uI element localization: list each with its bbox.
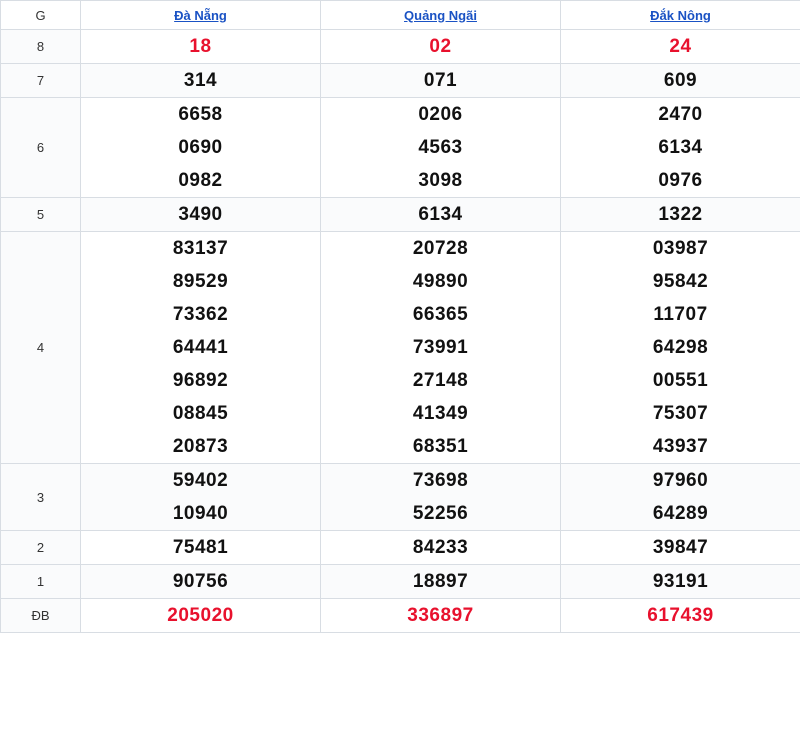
result-number: 89529: [172, 271, 229, 292]
table-body: [1, 30, 800, 633]
result-cell: [81, 565, 321, 599]
result-number: 75481: [172, 537, 229, 558]
result-number: 18: [189, 36, 212, 57]
result-number: 20873: [172, 436, 229, 457]
result-number: 0982: [178, 170, 223, 191]
result-number: 20728: [412, 238, 469, 259]
table-row: [1, 531, 800, 565]
result-number: 03987: [652, 238, 709, 259]
prize-label: 3: [1, 464, 81, 531]
result-cell: [321, 64, 561, 98]
result-number: 6658: [178, 104, 223, 125]
result-cell: [81, 232, 321, 464]
result-number: 64289: [652, 503, 709, 524]
result-number: 27148: [412, 370, 469, 391]
table-row: [1, 565, 800, 599]
result-cell: [81, 599, 321, 633]
prize-label: 7: [1, 64, 81, 98]
table-row: [1, 64, 800, 98]
result-number: 73698: [412, 470, 469, 491]
result-number: 00551: [652, 370, 709, 391]
result-number: 6134: [658, 137, 703, 158]
table-row: [1, 30, 800, 64]
prize-column-header: G: [1, 1, 81, 30]
province-header-1: [321, 1, 561, 30]
table-row: [1, 464, 800, 531]
result-cell: [561, 565, 800, 599]
table-row: [1, 232, 800, 464]
result-cell: [81, 198, 321, 232]
prize-label: 1: [1, 565, 81, 599]
result-number: 41349: [412, 403, 469, 424]
result-number: 205020: [167, 605, 234, 626]
table-row: [1, 599, 800, 633]
result-number: 2470: [658, 104, 703, 125]
result-cell: [321, 464, 561, 531]
result-cell: [561, 464, 800, 531]
prize-label: ĐB: [1, 599, 81, 633]
result-number: 617439: [647, 605, 714, 626]
result-number: 95842: [652, 271, 709, 292]
result-number: 02: [429, 36, 452, 57]
result-cell: [321, 531, 561, 565]
result-number: 84233: [412, 537, 469, 558]
result-number: 68351: [412, 436, 469, 457]
result-cell: [81, 30, 321, 64]
result-cell: [321, 599, 561, 633]
result-number: 1322: [658, 204, 703, 225]
result-number: 73362: [172, 304, 229, 325]
result-number: 52256: [412, 503, 469, 524]
result-cell: [321, 30, 561, 64]
result-number: 3098: [418, 170, 463, 191]
province-link-2[interactable]: Đắk Nông: [650, 7, 711, 23]
result-number: 66365: [412, 304, 469, 325]
header-row: [1, 1, 800, 30]
result-number: 96892: [172, 370, 229, 391]
table-row: [1, 198, 800, 232]
result-cell: [561, 30, 800, 64]
result-number: 11707: [653, 304, 708, 325]
result-number: 64298: [652, 337, 709, 358]
result-number: 314: [183, 70, 218, 91]
result-cell: [561, 64, 800, 98]
result-number: 75307: [652, 403, 709, 424]
result-number: 4563: [418, 137, 463, 158]
result-number: 39847: [652, 537, 709, 558]
result-number: 64441: [172, 337, 229, 358]
result-cell: [321, 232, 561, 464]
result-cell: [561, 531, 800, 565]
table-row: [1, 98, 800, 198]
result-cell: [561, 599, 800, 633]
prize-label: 8: [1, 30, 81, 64]
result-number: 336897: [407, 605, 474, 626]
result-cell: [81, 98, 321, 198]
province-link-1[interactable]: Quảng Ngãi: [404, 7, 477, 23]
result-number: 90756: [172, 571, 229, 592]
result-number: 18897: [412, 571, 469, 592]
result-number: 59402: [172, 470, 229, 491]
result-cell: [81, 64, 321, 98]
result-cell: [321, 198, 561, 232]
province-link-0[interactable]: Đà Nẵng: [174, 7, 227, 23]
result-number: 609: [663, 70, 698, 91]
prize-label: 2: [1, 531, 81, 565]
prize-label: 4: [1, 232, 81, 464]
result-number: 83137: [172, 238, 229, 259]
result-number: 73991: [412, 337, 469, 358]
result-cell: [561, 98, 800, 198]
province-header-2: [561, 1, 800, 30]
province-header-0: [81, 1, 321, 30]
prize-label: 6: [1, 98, 81, 198]
result-number: 08845: [172, 403, 229, 424]
table-header: [1, 1, 800, 30]
result-number: 10940: [172, 503, 229, 524]
result-number: 93191: [652, 571, 709, 592]
result-number: 071: [423, 70, 458, 91]
result-cell: [81, 531, 321, 565]
result-number: 43937: [652, 436, 709, 457]
result-number: 6134: [418, 204, 463, 225]
result-number: 24: [669, 36, 692, 57]
result-number: 0976: [658, 170, 703, 191]
prize-label: 5: [1, 198, 81, 232]
result-cell: [321, 565, 561, 599]
result-number: 0690: [178, 137, 223, 158]
result-cell: [561, 232, 800, 464]
result-cell: [561, 198, 800, 232]
result-cell: [81, 464, 321, 531]
result-number: 3490: [178, 204, 223, 225]
result-number: 0206: [418, 104, 463, 125]
result-number: 97960: [652, 470, 709, 491]
result-cell: [321, 98, 561, 198]
result-number: 49890: [412, 271, 469, 292]
